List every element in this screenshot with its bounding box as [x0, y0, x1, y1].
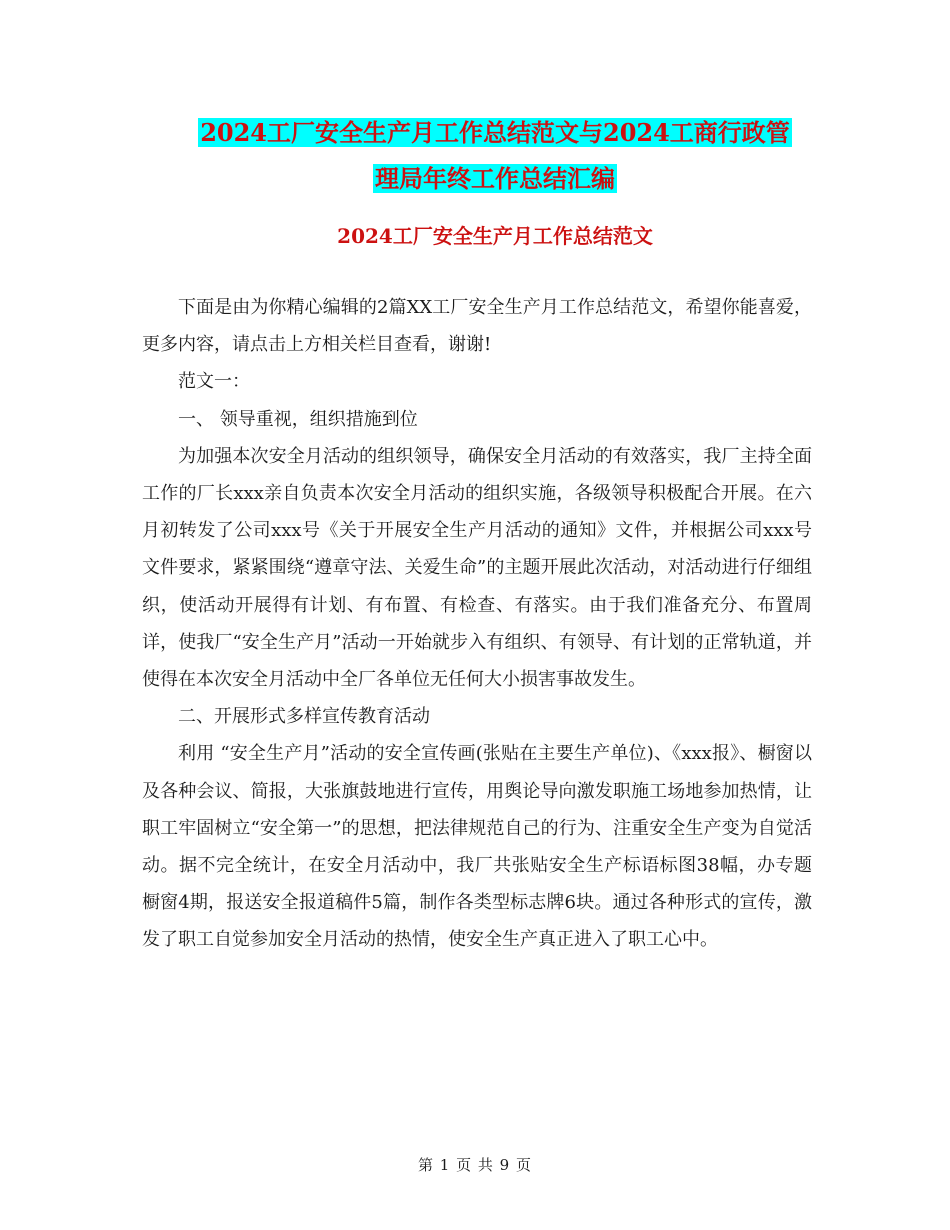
document-title-line1: 2024工厂安全生产月工作总结范文与2024工商行政管 — [200, 118, 790, 147]
section1-heading: 一、 领导重视，组织措施到位 — [178, 408, 418, 430]
document-title — [140, 110, 850, 202]
section2-paragraph: 利用 “安全生产月”活动的安全宣传画(张贴在主要生产单位)、《xxx报》、橱窗以及各种会议、简报，大张旗鼓地进行宣传，用舆论导向激发职施工场地参加热情，让职工牢固树立“安全第一”的思想，把法律规范自己的行为、注重安全生产变为自觉活动。据不完全统计，在安全月活动中，我厂共张贴安全生产标语标图38幅，办专题橱窗4期，报送安全报道稿件5篇，制作各类型标志牌6块。通过各种形式的宣传，激发了职工自觉参加安全月活动的热情，使安全生产真正进入了职工心中。 — [142, 743, 812, 951]
document-title-line2: 理局年终工作总结汇编 — [375, 164, 615, 193]
section2-heading: 二、开展形式多样宣传教育活动 — [178, 706, 430, 728]
sample-label: 范文一： — [178, 371, 250, 393]
article-subtitle: 2024工厂安全生产月工作总结范文 — [337, 224, 653, 248]
intro-paragraph: 下面是由为你精心编辑的2篇XX工厂安全生产月工作总结范文，希望你能喜爱，更多内容，请点击上方相关栏目查看，谢谢! — [142, 297, 812, 356]
page-number-footer: 第 1 页 共 9 页 — [418, 1156, 532, 1174]
section1-paragraph: 为加强本次安全月活动的组织领导，确保安全月活动的有效落实，我厂主持全面工作的厂长xxx亲自负责本次安全月活动的组织实施，各级领导积极配合开展。在六月初转发了公司xxx号《关于开展安全生产月活动的通知》文件，并根据公司xxx号文件要求，紧紧围绕“遵章守法、关爱生命”的主题开展此次活动，对活动进行仔细组织，使活动开展得有计划、有布置、有检查、有落实。由于我们准备充分、布置周详，使我厂“安全生产月”活动一开始就步入有组织、有领导、有计划的正常轨道，并使得在本次安全月活动中全厂各单位无任何大小损害事故发生。 — [142, 445, 812, 691]
article-body — [142, 289, 812, 959]
